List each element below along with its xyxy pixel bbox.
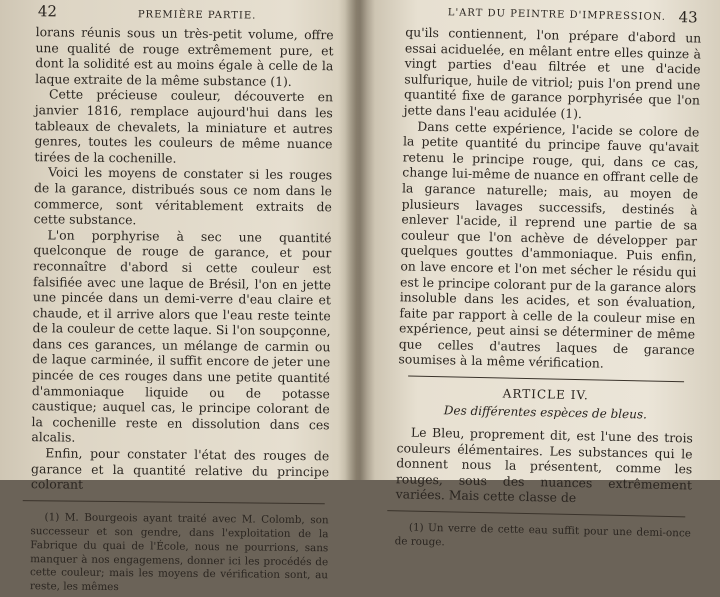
- running-head-left: [18, 0, 340, 27]
- paragraph: Enfin, pour constater l'état des rouges de garance et la quantité relative du principe colorant: [30, 445, 330, 492]
- footnote-rule: [23, 500, 325, 504]
- running-head-title-left: PREMIÈRE PARTIE.: [137, 9, 257, 22]
- section-rule: [408, 376, 684, 383]
- footnote-right: [377, 521, 696, 555]
- right-page: [378, 0, 706, 549]
- paragraph: qu'ils contiennent, l'on prépare d'abord un essai aciduelée, en mêlant entre elles quinze à vingt parties d'eau filtrée et une d'acide sulfurique, huile de vitriol; puis l'on prend une quantité fixe de garance porphyrisée que l'on jette dans l'eau acidulée (1).: [403, 24, 702, 122]
- left-page: [13, 0, 340, 594]
- footnote-left: [12, 511, 335, 597]
- running-head-title-right: L'ART DU PEINTRE D'IMPRESSION.: [447, 7, 667, 23]
- footnote-rule: [387, 510, 685, 517]
- paragraph: Cette précieuse couleur, découverte en janvier 1816, remplace aujourd'hui dans les tableaux de chevalets, la miniature et autres genres, toutes les couleurs de même nuance tirées de la cochenille.: [34, 86, 334, 166]
- paragraph: L'on porphyrise à sec une quantité quelconque de rouge de garance, et pour reconnaître d'abord si cette couleur est falsifiée avec une laque de Brésil, l'on en jette une pincée dans un demi-verre d'eau claire et chaude, et il arrive alors que l'eau reste teinte de la couleur de cette laque. Si l'on soupçonne, dans ces garances, un mélange de carmin ou de laque carminée, il suffit encore de jeter une pincée de ces rouges dans une petite quantité d'ammoniaque liquide ou de potasse caustique; auquel cas, le principe colorant de la cochenille reste en dissolution dans ces alcalis.: [31, 227, 332, 446]
- article-paragraph: Le Bleu, proprement dit, est l'une des trois couleurs élémentaires. Les substances qui le donnent nous la présentent, comme les rouges, sous des nuances extrêmement variées. Mais cette classe de: [395, 424, 694, 506]
- article-heading: ARTICLE IV.: [502, 386, 589, 403]
- article-subtitle: Des différentes espèces de bleus.: [443, 403, 648, 422]
- paragraph: Dans cette expérience, l'acide se colore de la petite quantité du principe fauve qu'avait retenu le principe rouge, qui, dans ce cas, change lui-même de nuance en offrant celle de la garance naturelle; mais, au moyen de plusieurs lavages successifs, destinés à enlever l'acide, il reprend une partie de sa couleur que l'on achève de développer par quelques gouttes d'ammoniaque. Puis enfin, on lave encore et l'on met sécher le résidu qui est le principe colorant pur de la garance alors insoluble dans les acides, et son évaluation, faite par rapport à celle de la couleur mise en expérience, peut ainsi se déterminer de même que celles d'autres laques de garance soumises à la même vérification.: [398, 118, 700, 372]
- left-page-body: [13, 24, 340, 495]
- paragraph: lorans réunis sous un très-petit volume, offre une qualité de rouge extrêmement pure, et dont la solidité est au moins égale à celle de la laque extraite de la même substance (1).: [35, 24, 334, 89]
- footnote-text: (1) M. Bourgeois ayant traité avec M. Colomb, son successeur et son gendre, dans l'exploitation de la Fabrique du quai de l'École, nous ne pourrions, sans manquer à nos engagemens, donner ici les procédés de cette couleur; mais les moyens de vérification sont, au reste, les mêmes: [29, 511, 329, 594]
- paragraph: Voici les moyens de constater si les rouges de la garance, distribués sous ce nom dans le commerce, sont véritablement extraits de cette substance.: [33, 164, 333, 228]
- page-number-left: 42: [37, 2, 58, 21]
- footnote-text: (1) Un verre de cette eau suffit pour une demi-once de rouge.: [394, 521, 692, 549]
- gutter-shadow: [345, 0, 375, 480]
- right-page-body: [377, 24, 705, 509]
- page-number-right: 43: [678, 8, 698, 27]
